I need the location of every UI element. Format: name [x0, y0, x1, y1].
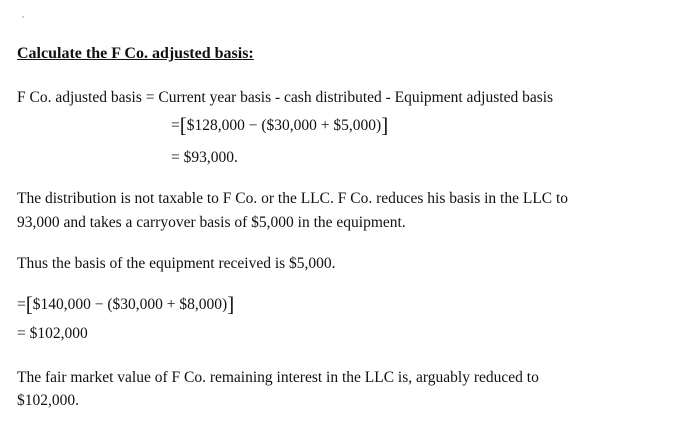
paragraph-3-line-2: $102,000. [17, 392, 79, 409]
right-bracket: ] [381, 113, 389, 137]
equals-sign: = [17, 296, 26, 313]
paragraph-1-line-2: 93,000 and takes a carryover basis of $5,000 in the equipment. [17, 214, 406, 231]
paragraph-2: Thus the basis of the equipment received is $5,000. [17, 255, 336, 272]
scan-artifact [22, 16, 24, 18]
paragraph-1-line-1: The distribution is not taxable to F Co. or the LLC. F Co. reduces his basis in the LLC to [17, 190, 569, 207]
equals-sign: = [171, 117, 180, 134]
calculation-line-2 [17, 294, 234, 315]
formula-line: F Co. adjusted basis = Current year basis - cash distributed - Equipment adjusted basis [17, 89, 554, 106]
left-bracket: [ [179, 113, 187, 137]
calculation-expression: $140,000 − ($30,000 + $8,000) [32, 296, 228, 313]
calculation-line-1 [171, 115, 388, 136]
left-bracket: [ [25, 292, 33, 316]
paragraph-3-line-1: The fair market value of F Co. remaining interest in the LLC is, arguably reduced to [17, 369, 539, 386]
calculation-expression: $128,000 − ($30,000 + $5,000) [186, 117, 382, 134]
result-line-1: = $93,000. [171, 149, 238, 166]
section-heading: Calculate the F Co. adjusted basis: [17, 45, 254, 62]
right-bracket: ] [227, 292, 235, 316]
result-line-2: = $102,000 [17, 325, 88, 342]
